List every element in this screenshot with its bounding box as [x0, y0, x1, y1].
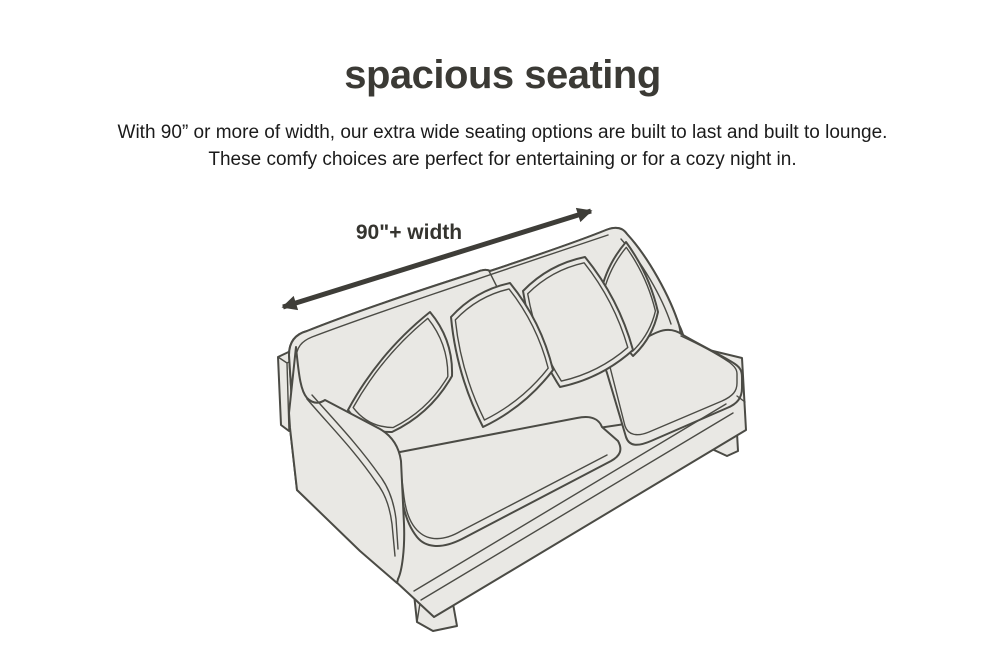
- intro-line-1: With 90” or more of width, our extra wide seating options are built to last and built to lounge.: [117, 122, 888, 143]
- intro-line-2: These comfy choices are perfect for entertaining or for a cozy night in.: [208, 149, 797, 170]
- arrow-label: 90"+ width: [355, 221, 463, 244]
- page-title: spacious seating: [344, 53, 661, 97]
